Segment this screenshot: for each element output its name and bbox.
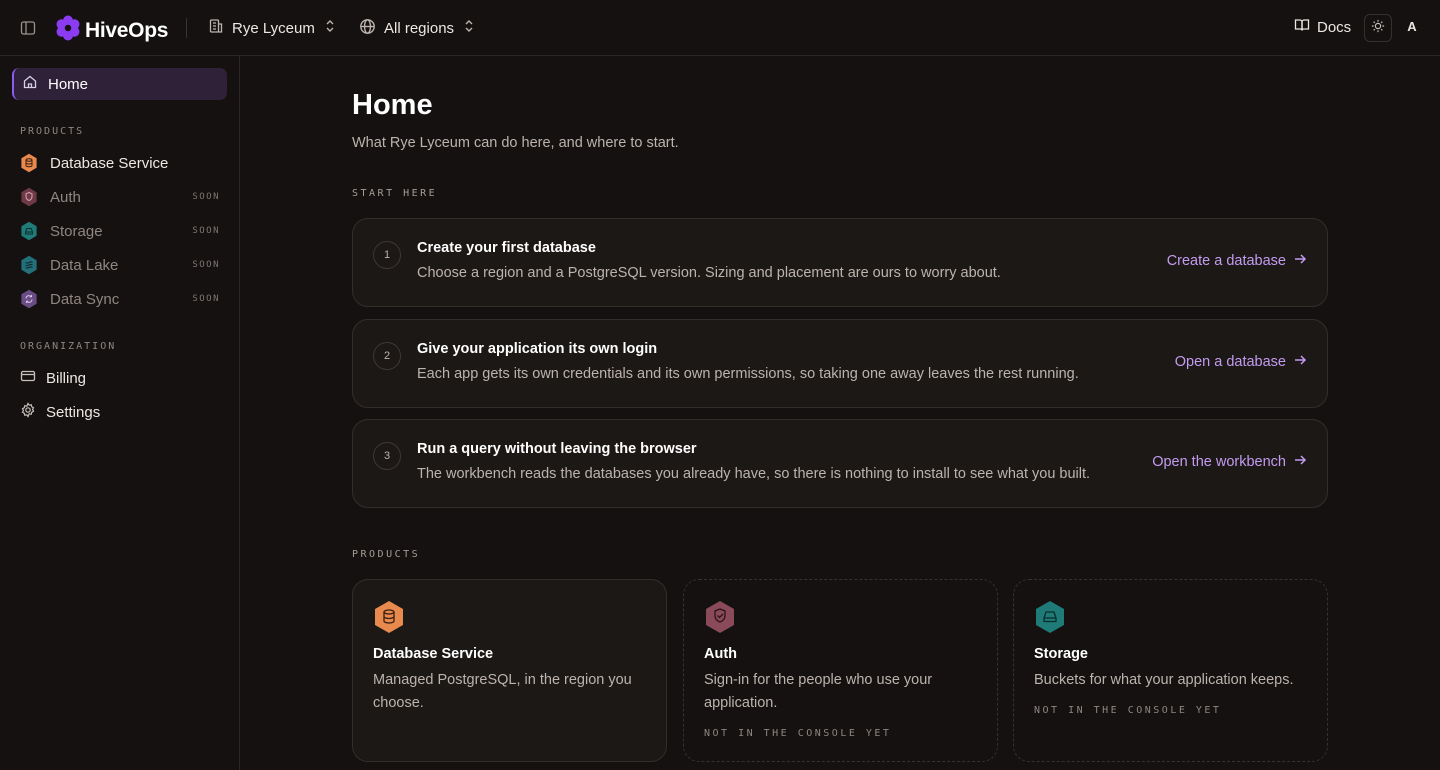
chevron-up-down-icon: [323, 19, 337, 37]
step-number: 1: [373, 241, 401, 269]
storage-hex-icon: [1034, 600, 1066, 634]
sidebar-item-data-sync[interactable]: [20, 287, 220, 311]
sidebar-item-auth[interactable]: [20, 185, 220, 209]
open-database-link[interactable]: [1175, 353, 1307, 371]
soon-badge: SOON: [192, 260, 220, 270]
products-section-label: PRODUCTS: [20, 126, 85, 137]
top-bar: [0, 0, 1440, 56]
chevron-up-down-icon: [462, 19, 476, 37]
product-status: NOT IN THE CONSOLE YET: [1034, 705, 1222, 716]
step-number: 3: [373, 442, 401, 470]
sidebar-item-label: Home: [48, 75, 89, 93]
step-description: Choose a region and a PostgreSQL version. Sizing and placement are ours to worry about.: [417, 265, 1001, 281]
credit-card-icon: [20, 368, 36, 389]
avatar[interactable]: A: [1407, 19, 1417, 34]
sidebar-toggle-icon[interactable]: [20, 20, 36, 36]
sidebar-item-billing[interactable]: [20, 366, 220, 390]
open-workbench-link[interactable]: [1152, 453, 1307, 471]
organization-section-label: ORGANIZATION: [20, 341, 117, 352]
sidebar-item-label: Auth: [50, 188, 81, 206]
step-action-label: Create a database: [1166, 253, 1286, 269]
gear-icon: [20, 402, 36, 423]
step-description: Each app gets its own credentials and its own permissions, so taking one away leaves the rest running.: [417, 366, 1079, 382]
product-description: Managed PostgreSQL, in the region you choose.: [373, 672, 632, 711]
divider: [186, 18, 187, 38]
sidebar-item-label: Data Sync: [50, 290, 120, 308]
step-title: Create your first database: [417, 240, 596, 256]
lake-hex-icon: [20, 255, 38, 275]
sidebar-item-data-lake[interactable]: [20, 253, 220, 277]
arrow-right-icon: [1293, 453, 1307, 471]
soon-badge: SOON: [192, 192, 220, 202]
soon-badge: SOON: [192, 294, 220, 304]
step-title: Run a query without leaving the browser: [417, 441, 697, 457]
step-description: The workbench reads the databases you already have, so there is nothing to install to see what you built.: [417, 466, 1091, 482]
shield-hex-icon: [704, 600, 736, 634]
org-switcher[interactable]: [208, 16, 337, 40]
arrow-right-icon: [1293, 353, 1307, 371]
globe-icon: [359, 18, 376, 39]
product-card-auth: [683, 579, 998, 762]
shield-hex-icon: [20, 187, 38, 207]
sidebar-item-label: Storage: [50, 222, 103, 240]
sidebar: [0, 56, 240, 770]
product-card-database-service[interactable]: [352, 579, 667, 762]
page-subtitle: What Rye Lyceum can do here, and where to start.: [352, 135, 679, 151]
sidebar-item-label: Database Service: [50, 154, 169, 172]
home-icon: [22, 74, 38, 95]
sidebar-item-database-service[interactable]: [20, 151, 220, 175]
hive-logo-icon: [55, 15, 81, 46]
product-status: NOT IN THE CONSOLE YET: [704, 728, 892, 739]
sidebar-item-label: Billing: [46, 369, 87, 387]
theme-toggle-button[interactable]: [1364, 14, 1392, 42]
product-name: Storage: [1034, 646, 1088, 662]
page-title: Home: [352, 89, 433, 121]
product-name: Database Service: [373, 646, 494, 662]
product-card-storage: [1013, 579, 1328, 762]
step-card-3: [352, 419, 1328, 508]
step-action-label: Open the workbench: [1152, 454, 1286, 470]
sidebar-item-storage[interactable]: [20, 219, 220, 243]
step-number: 2: [373, 342, 401, 370]
step-action-label: Open a database: [1174, 354, 1286, 370]
sidebar-item-settings[interactable]: [20, 400, 220, 424]
sidebar-item-home[interactable]: [12, 68, 227, 100]
sidebar-item-label: Settings: [46, 403, 101, 421]
logo[interactable]: [55, 15, 168, 46]
start-here-label: START HERE: [352, 188, 438, 199]
product-description: Buckets for what your application keeps.: [1034, 672, 1294, 688]
sidebar-item-label: Data Lake: [50, 256, 119, 274]
arrow-right-icon: [1293, 252, 1307, 270]
region-switcher[interactable]: [359, 16, 476, 40]
product-description: Sign-in for the people who use your application.: [704, 672, 933, 711]
docs-label: Docs: [1317, 18, 1352, 36]
building-icon: [208, 18, 224, 38]
storage-hex-icon: [20, 221, 38, 241]
product-name: Auth: [704, 646, 738, 662]
brand-name: HiveOps: [85, 18, 169, 42]
step-card-2: [352, 319, 1328, 408]
soon-badge: SOON: [192, 226, 220, 236]
org-name: Rye Lyceum: [232, 19, 315, 37]
step-title: Give your application its own login: [417, 341, 658, 357]
products-section-label: PRODUCTS: [352, 549, 421, 560]
create-database-link[interactable]: [1167, 252, 1307, 270]
database-hex-icon: [373, 600, 405, 634]
book-icon: [1294, 17, 1310, 37]
sun-icon: [1371, 19, 1385, 38]
step-card-1: [352, 218, 1328, 307]
database-hex-icon: [20, 153, 38, 173]
docs-link[interactable]: [1294, 17, 1351, 37]
region-name: All regions: [384, 19, 455, 37]
sync-hex-icon: [20, 289, 38, 309]
